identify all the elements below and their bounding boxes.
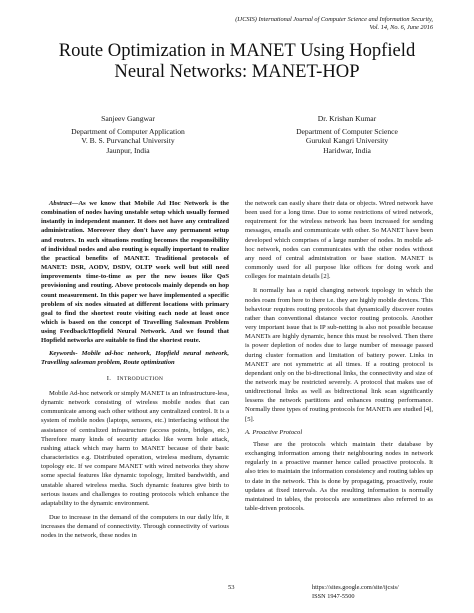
abstract-lead: Abstract [49,200,72,207]
author-affiliation: Jaunpur, India [106,145,150,155]
keywords: Keywords- Mobile ad-hoc network, Hopfield neural network, Travelling salesman problem, Route optimization [41,349,229,366]
author-block-2 [257,114,437,155]
author-affiliation: V. B. S. Purvanchal University [81,136,175,146]
footer-info [312,584,399,601]
abstract-text: —As we know that Mobile Ad Hoc Network is the combination of nodes having unstable setup which usually formed instantly in independent manner. It does not have any centralized administration. Moreover they don't have any permanent setup and routers. In such situations routing becomes the responsibility of individual nodes and also routing is equally important to realize the practical benefits of MANET. Traditional protocols of MANET: DSR, AODV, DSDV, OLTP work well but still need improvements time-to-time as per the new issues like QoS provisioning and routing. Above protocols mainly depends on hop count measurement. In this paper we have implemented a specific problem of six nodes situated at different locations with primary goal to find the shortest route visiting each node at least once which is based on the concept of Travelling Salesman Problem using Feedback/Hopfield Neural Network. And we found that Hopfield networks are suitable to find the shortest route. [41,200,229,345]
author-name: Dr. Krishan Kumar [317,114,377,123]
journal-name: (IJCSIS) International Journal of Computer Science and Information Security, [235,16,433,23]
abstract [41,199,229,346]
subsection-heading: A. Proactive Protocol [245,428,303,436]
journal-volume: Vol. 14, No. 6, June 2016 [369,24,433,32]
section-numeral: I. [106,374,112,382]
left-column [41,199,229,540]
journal-header [133,16,433,33]
body-paragraph: It normally has a rapid changing network topology in which the nodes roam from here to there i.e. they are highly mobile devices. This behaviour requires routing protocols that dynamically discover routes rather than conventional distance vector routing protocols. Another very important issue that is IP sub-netting is also not possible because MANETs are highly dynamic, hence this must be resolved. Then there is power depletion of nodes due to large number of message passed during cluster formation and limitation of battery power. Links in MANET are not symmetric at all times. If a routing protocol is dependant only on the bi-directional links, the connectivity and size of the network may be restricted severely. A protocol that makes use of unidirectional links as well as bidirectional link scan significantly lessens the network partitions and enhances routing performance. Normally three types of routing protocols for MANETs are studied [4],[5]. [245,287,433,423]
author-affiliation: Haridwar, India [323,145,371,155]
author-block-1 [38,114,218,155]
paper-title [40,40,434,82]
author-affiliation: Gurukul Kangri University [305,136,389,146]
section-initial: I [117,374,120,382]
footer-issn: ISSN 1947-5500 [312,592,355,600]
author-name: Sanjeev Gangwar [101,114,155,123]
title-line-1: Route Optimization in MANET Using Hopfield [58,40,416,61]
section-title-rest: NTRODUCTION [119,375,164,382]
page-number: 53 [228,584,235,591]
author-affiliation: Department of Computer Application [71,126,185,136]
body-paragraph: Due to increase in the demand of the computers in our daily life, it increases the demand of connectivity. Through connectivity of various nodes in the network, these nodes in [41,514,229,540]
author-affiliation: Department of Computer Science [296,126,398,136]
section-heading-introduction [41,374,229,384]
body-paragraph: the network can easily share their data or objects. Wired network have been used for a long time. Due to some restrictions of wired network, requirement for the wireless network has been increased for sending messages, emails and communicate with other. So MANET have been developed which comprises of a large number of nodes. In mobile ad-hoc network, nodes can communicates with the other nodes without any need of central administration or base station. MANET is commonly used for all purpose like offices for doing work and colleges for maintain details [2]. [245,200,433,281]
footer-url: https://sites.google.com/site/ijcsis/ [312,584,399,591]
body-paragraph: Mobile Ad-hoc network or simply MANET is an infrastructure-less, dynamic network consisting of wireless mobile nodes that can communicate among each other without any centralized control. It is a system of mobile nodes (laptops, sensors, etc.) interfacing without the assistance of centralized infrastructure (access points, bridges, etc.) Therefore many kinds of security attacks like worm hole attack, rushing attack which may harm to MANET because of their basic characteristics e.g. Distributed operation, wireless medium, dynamic topology etc. If we compare MANET with wired networks they show some special features like dynamic topology, limited bandwidth, and unstable shared wireless media. Such dynamic features give birth to serious issues and challenges to routing protocols which enhance the adaptability to the dynamic environment. [41,389,229,507]
body-paragraph: These are the protocols which maintain their database by exchanging information among their neighbouring nodes in network regularly in a proactive manner hence called proactive protocols. It also tries to maintain the information consistency and routing tables up to date in the network. This is done by propagating, proactively, route updates at fixed intervals. As the resulting information is normally maintained in tables, the protocols are sometimes also referred to as table-driven protocols. [245,440,433,512]
title-line-2: Neural Networks: MANET-HOP [114,61,360,82]
right-column [245,199,433,513]
